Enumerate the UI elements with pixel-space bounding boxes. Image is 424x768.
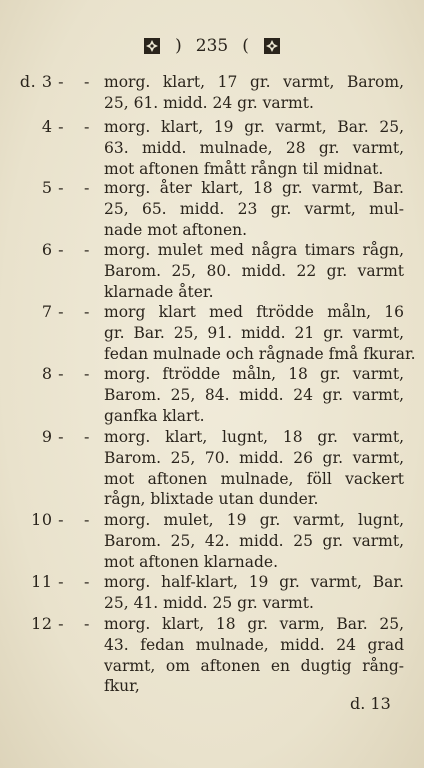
text-line: morg. mulet, 19 gr. varmt, lugnt, bbox=[104, 511, 404, 529]
entry-text bbox=[104, 178, 404, 240]
text-line: mot aftonen mulnade, föll vackert bbox=[104, 469, 404, 488]
text-line: mot aftonen klarnade. bbox=[104, 552, 279, 571]
text-line: morg. ftrödde måln, 18 gr. varmt, bbox=[104, 365, 404, 383]
text-line: morg. klart, 18 gr. varm, Bar. 25, bbox=[104, 615, 404, 633]
text-line: fedan mulnade och rågnade fmå fkurar. bbox=[104, 344, 416, 363]
day-label: 12 - bbox=[31, 614, 64, 633]
entry-dash: - bbox=[84, 302, 90, 321]
running-head bbox=[0, 34, 424, 58]
fleuron-ornament-left bbox=[143, 37, 161, 55]
entry-dash: - bbox=[84, 72, 90, 91]
day-label: 4 - bbox=[41, 117, 64, 136]
entry-dash: - bbox=[84, 510, 90, 529]
text-line: 25, 61. midd. 24 gr. varmt. bbox=[104, 93, 314, 112]
entry-dash: - bbox=[84, 178, 90, 197]
entry-text bbox=[104, 72, 404, 114]
text-line: 43. fedan mulnade, midd. 24 grad bbox=[104, 635, 404, 654]
entry-text bbox=[104, 427, 404, 510]
text-line: fkur, bbox=[104, 677, 140, 696]
left-bracket: ) bbox=[175, 36, 182, 56]
text-line: rågn, blixtade utan dunder. bbox=[104, 490, 319, 509]
entry-text bbox=[104, 302, 416, 364]
text-line: Barom. 25, 42. midd. 25 gr. varmt, bbox=[104, 531, 404, 550]
text-line: nade mot aftonen. bbox=[104, 220, 248, 239]
entry-dash: - bbox=[84, 364, 90, 383]
entry-text bbox=[104, 572, 404, 614]
day-label: 10 - bbox=[31, 510, 64, 529]
text-line: Barom. 25, 80. midd. 22 gr. varmt bbox=[104, 261, 404, 280]
text-line: Barom. 25, 70. midd. 26 gr. varmt, bbox=[104, 448, 404, 467]
fleuron-ornament-right bbox=[263, 37, 281, 55]
text-line: klarnade åter. bbox=[104, 282, 214, 301]
day-label: 9 - bbox=[41, 427, 64, 446]
text-line: morg. mulet med några timars rågn, bbox=[104, 241, 404, 259]
day-label: 8 - bbox=[41, 364, 64, 383]
text-line: 25, 41. midd. 25 gr. varmt. bbox=[104, 593, 314, 612]
text-line: 25, 65. midd. 23 gr. varmt, mul- bbox=[104, 199, 404, 218]
text-line: 63. midd. mulnade, 28 gr. varmt, bbox=[104, 138, 404, 157]
text-line: morg. klart, lugnt, 18 gr. varmt, bbox=[104, 428, 404, 446]
entry-text bbox=[104, 240, 404, 302]
text-line: morg. half-klart, 19 gr. varmt, Bar. bbox=[104, 573, 404, 591]
text-line: mot aftonen fmått rångn til midnat. bbox=[104, 159, 384, 178]
entry-dash: - bbox=[84, 427, 90, 446]
entry-text bbox=[104, 510, 404, 572]
text-line: morg. åter klart, 18 gr. varmt, Bar. bbox=[104, 179, 404, 197]
entry-dash: - bbox=[84, 240, 90, 259]
text-line: ganfka klart. bbox=[104, 406, 205, 425]
catchword: d. 13 bbox=[350, 694, 391, 713]
day-label: 7 - bbox=[41, 302, 64, 321]
entry-dash: - bbox=[84, 614, 90, 633]
day-label: 6 - bbox=[41, 240, 64, 259]
day-label: 5 - bbox=[41, 178, 64, 197]
text-line: gr. Bar. 25, 91. midd. 21 gr. varmt, bbox=[104, 323, 404, 342]
text-line: varmt, om aftonen en dugtig rång- bbox=[104, 656, 404, 675]
entry-text bbox=[104, 614, 404, 697]
day-label: d. 3 - bbox=[19, 72, 64, 91]
entry-text bbox=[104, 117, 404, 179]
right-bracket: ( bbox=[242, 36, 249, 56]
entry-dash: - bbox=[84, 572, 90, 591]
day-label: 11 - bbox=[31, 572, 64, 591]
entry-dash: - bbox=[84, 117, 90, 136]
text-line: Barom. 25, 84. midd. 24 gr. varmt, bbox=[104, 385, 404, 404]
entry-text bbox=[104, 364, 404, 426]
text-line: morg. klart, 19 gr. varmt, Bar. 25, bbox=[104, 118, 404, 136]
text-line: morg. klart, 17 gr. varmt, Barom, bbox=[104, 73, 404, 91]
page-number: 235 bbox=[195, 36, 229, 56]
text-line: morg klart med ftrödde måln, 16 bbox=[104, 303, 404, 321]
